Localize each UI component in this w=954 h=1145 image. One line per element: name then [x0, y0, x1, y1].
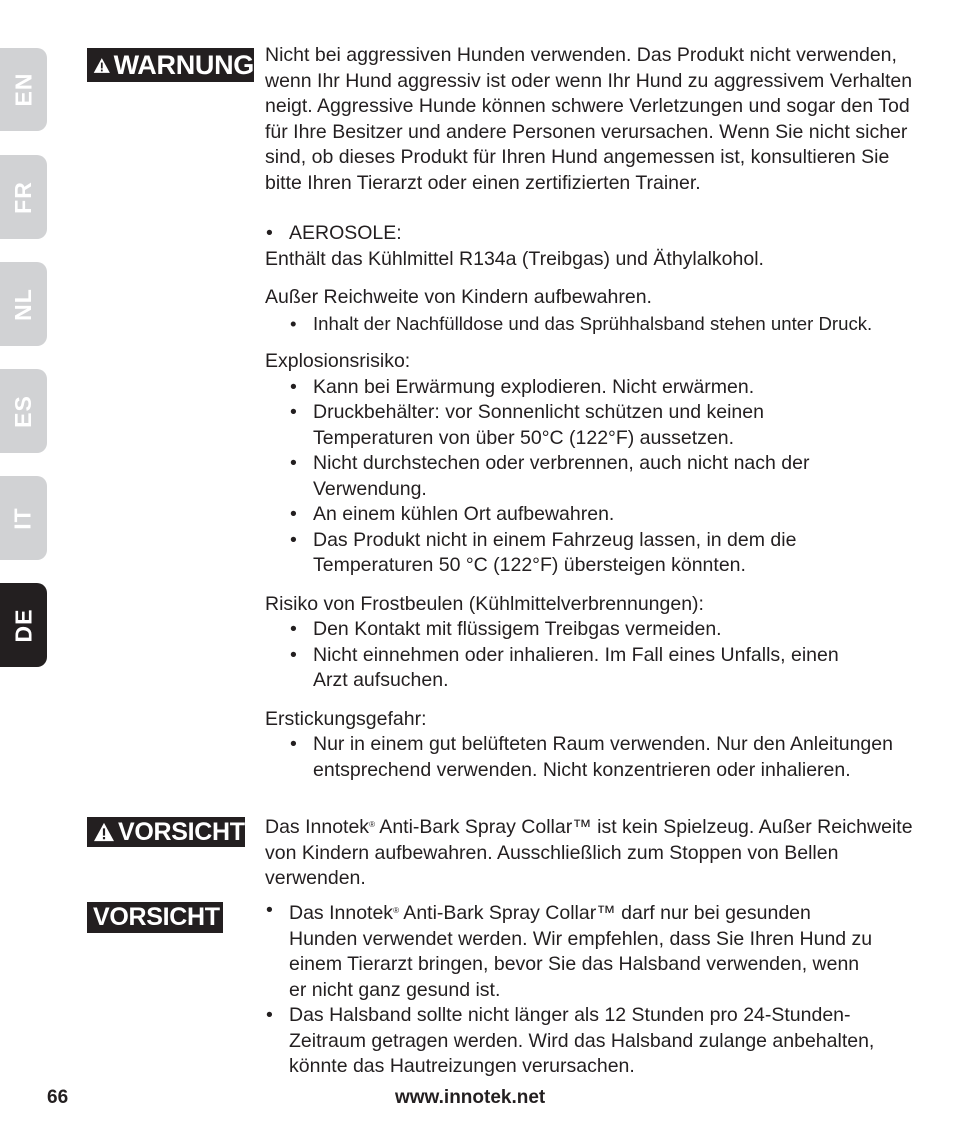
- aerosole-section: [265, 221, 925, 783]
- list-item: • Das Innotek® Anti-Bark Spray Collar™ darf nur bei gesunden Hunden verwendet werden. Wir empfehlen, dass Sie Ihren Hund zu einem Tierarzt bringen, bevor Sie das Halsband verwenden, wenn er nicht ganz gesund ist.: [265, 898, 879, 1003]
- list-item: • Druckbehälter: vor Sonnenlicht schützen und keinen Temperaturen von über 50°C (122°F) aussetzen.: [265, 400, 813, 451]
- vorsicht-label-icon: [87, 817, 245, 847]
- list-item: • Das Halsband sollte nicht länger als 12 Stunden pro 24-Stunden-Zeitraum getragen werden. Wird das Halsband zulange anbehalten, könnte das Hautreizungen verursachen.: [265, 1003, 899, 1080]
- warning-triangle-icon: [93, 822, 115, 842]
- tab-label: EN: [9, 72, 36, 107]
- frost-title: Risiko von Frostbeulen (Kühlmittelverbrennungen):: [265, 592, 704, 615]
- footer-url[interactable]: www.innotek.net: [395, 1087, 546, 1108]
- tab-nl[interactable]: [0, 262, 47, 346]
- vorsicht-label-text: VORSICHT: [118, 817, 245, 846]
- tab-en[interactable]: [0, 48, 47, 131]
- list-item: • Nur in einem gut belüfteten Raum verwenden. Nur den Anleitungen entsprechend verwenden. Nicht konzentrieren oder inhalieren.: [265, 732, 903, 783]
- list-item: • An einem kühlen Ort aufbewahren.: [265, 502, 925, 528]
- tab-fr[interactable]: [0, 155, 47, 239]
- warnung-label-text: WARNUNG: [113, 49, 254, 80]
- list-item: • Den Kontakt mit flüssigem Treibgas vermeiden.: [265, 617, 925, 643]
- tab-label: IT: [9, 506, 36, 530]
- tab-label: ES: [10, 394, 36, 428]
- aerosole-heading: • AEROSOLE:: [265, 221, 925, 247]
- warnung-text: Nicht bei aggressiven Hunden verwenden. Das Produkt nicht verwenden, wenn Ihr Hund aggressiv ist oder wenn Ihr Hund zu aggressivem Verhalten neigt. Aggressive Hunde können schwere Verletzungen und sogar den Tod für Ihre Besitzer und andere Personen verursachen. Wenn Sie nicht sicher sind, ob dieses Produkt für Ihren Hund angemessen ist, konsultieren Sie bitte Ihren Tierarzt oder einen zertifizierten Trainer.: [265, 44, 913, 194]
- vorsicht-label-text: VORSICHT: [93, 903, 220, 931]
- tab-it[interactable]: [0, 476, 47, 560]
- list-item: • Das Produkt nicht in einem Fahrzeug lassen, in dem die Temperaturen 50 °C (122°F) übersteigen könnten.: [265, 528, 873, 579]
- vorsicht-label: [87, 902, 223, 933]
- storage-title: Außer Reichweite von Kindern aufbewahren.: [265, 286, 652, 308]
- warnung-label: [87, 48, 254, 82]
- tab-de[interactable]: [0, 583, 47, 667]
- warning-triangle-icon: [93, 54, 111, 77]
- explosion-title: Explosionsrisiko:: [265, 350, 411, 372]
- list-item: • Kann bei Erwärmung explodieren. Nicht erwärmen.: [265, 375, 925, 401]
- aerosole-intro: Enthält das Kühlmittel R134a (Treibgas) und Äthylalkohol.: [265, 247, 764, 270]
- page-number: 66: [47, 1087, 69, 1108]
- tab-label: DE: [9, 608, 36, 642]
- list-item: • Nicht einnehmen oder inhalieren. Im Fall eines Unfalls, einen Arzt aufsuchen.: [265, 643, 853, 694]
- suffocation-title: Erstickungsgefahr:: [265, 707, 427, 730]
- tab-label: FR: [9, 180, 36, 214]
- vorsicht1-text: Das Innotek® Anti-Bark Spray Collar™ ist kein Spielzeug. Außer Reichweite von Kindern aufbewahren. Ausschließlich zum Stoppen von Bellen verwenden.: [265, 816, 913, 889]
- tab-es[interactable]: [0, 369, 47, 453]
- list-item: • Inhalt der Nachfülldose und das Sprühhalsband stehen unter Druck.: [265, 311, 925, 337]
- tab-label: NL: [9, 287, 36, 321]
- list-item: • Nicht durchstechen oder verbrennen, auch nicht nach der Verwendung.: [265, 451, 858, 502]
- vorsicht2-section: [265, 898, 895, 1080]
